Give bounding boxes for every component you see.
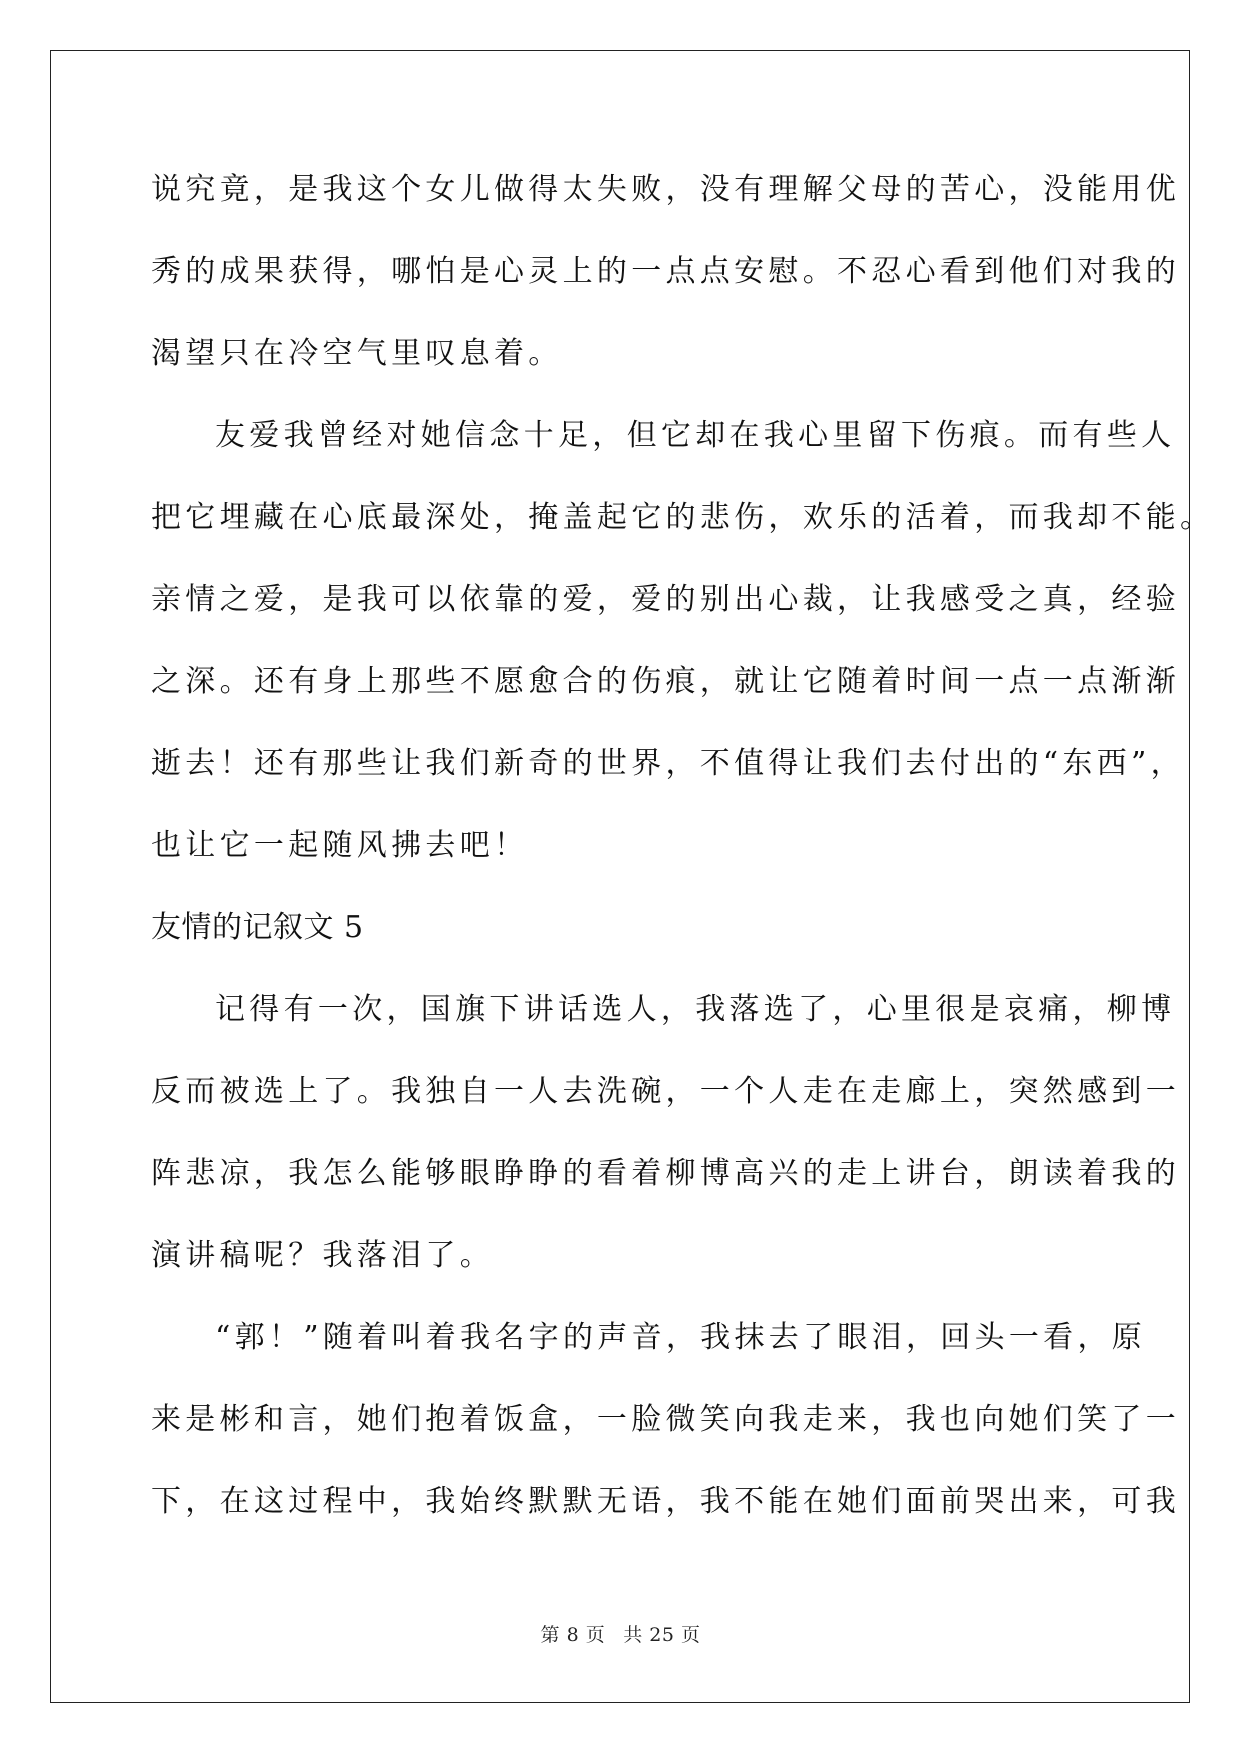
paragraph-line: 渴望只在冷空气里叹息着。 [151,336,563,371]
page-footer [0,1620,1241,1647]
document-body [151,157,1215,1551]
paragraph-line: 下，在这过程中，我始终默默无语，我不能在她们面前哭出来，可我 [151,1484,1180,1519]
paragraph-line: 阵悲凉，我怎么能够眼睁睁的看着柳博高兴的走上讲台，朗读着我的 [151,1156,1180,1191]
paragraph-line: 记得有一次，国旗下讲话选人，我落选了，心里很是哀痛，柳博 [215,992,1176,1027]
paragraph-line: 说究竟，是我这个女儿做得太失败，没有理解父母的苦心，没能用优 [151,172,1180,207]
paragraph-line: 秀的成果获得，哪怕是心灵上的一点点安慰。不忍心看到他们对我的 [151,254,1180,289]
section-heading: 友情的记叙文 5 [151,910,364,945]
paragraph-line: “郭！”随着叫着我名字的声音，我抹去了眼泪，回头一看，原 [215,1320,1147,1355]
paragraph-line: 来是彬和言，她们抱着饭盒，一脸微笑向我走来，我也向她们笑了一 [151,1402,1180,1437]
page-total: 共 25 页 [623,1624,701,1646]
paragraph-line: 友爱我曾经对她信念十足，但它却在我心里留下伤痕。而有些人 [215,418,1176,453]
page-number: 第 8 页 [540,1624,606,1646]
paragraph-line: 把它埋藏在心底最深处，掩盖起它的悲伤，欢乐的活着，而我却不能。 [151,500,1215,535]
paragraph-line: 反而被选上了。我独自一人去洗碗，一个人走在走廊上，突然感到一 [151,1074,1180,1109]
paragraph-line: 逝去！还有那些让我们新奇的世界，不值得让我们去付出的“东西”， [151,746,1185,781]
paragraph-line: 亲情之爱，是我可以依靠的爱，爱的别出心裁，让我感受之真，经验 [151,582,1180,617]
paragraph-line: 之深。还有身上那些不愿愈合的伤痕，就让它随着时间一点一点渐渐 [151,664,1180,699]
paragraph-line: 也让它一起随风拂去吧！ [151,828,529,863]
paragraph-line: 演讲稿呢？我落泪了。 [151,1238,494,1273]
